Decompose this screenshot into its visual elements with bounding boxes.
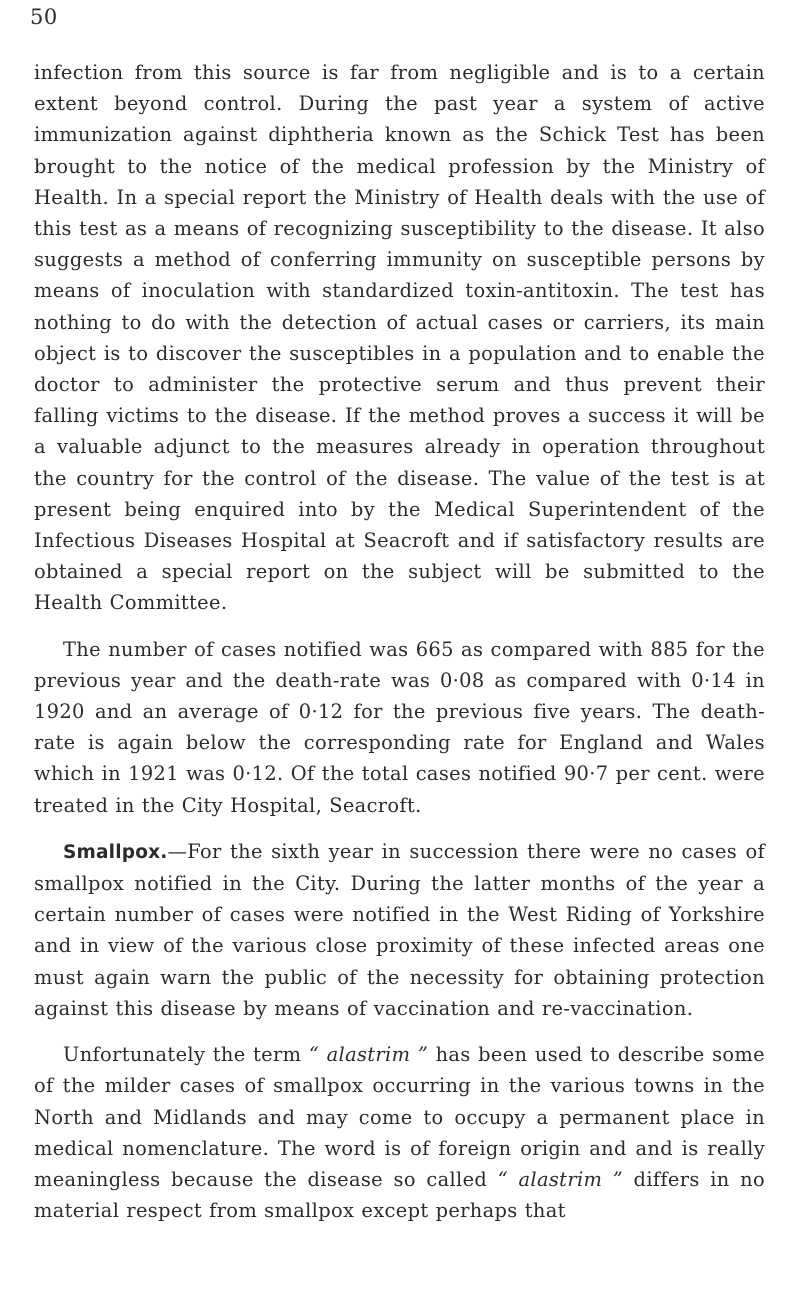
paragraph-smallpox [34,836,765,1024]
paragraph-gap [34,821,765,836]
smallpox-text: —For the sixth year in succession there were no cases of smallpox notified in the City. During the latter months of the year a certain number of cases were notified in the West Riding of Yorkshire and in view of the various close proximity of these infected areas one must again warn the public of the necessity for obtaining protection against this disease by means of vaccination and re-vaccination. [34,839,765,1020]
paragraph-cases-notified: The number of cases notified was 665 as compared with 885 for the previous year and the death-rate was 0·08 as compared with 0·14 in 1920 and an average of 0·12 for the previous five years. The death-rate is again below the corresponding rate for England and Wales which in 1921 was 0·12. Of the total cases notified 90·7 per cent. were treated in the City Hospital, Seacroft. [34,637,765,817]
alastrim-text-part1: Unfortunately the term [63,1043,309,1067]
paragraph-gap [34,619,765,634]
page-number: 50 [30,5,58,29]
alastrim-text-part3: differs in no material respect from smallpox except perhaps that [34,1167,765,1223]
alastrim-text-part2: has been used to describe some of the milder cases of smallpox occurring in the various towns in the North and Midlands and may come to occupy a permanent place in medical nomenclature. The word is of foreign origin and and is really meaningless because the disease so called [34,1043,765,1191]
paragraph-diphtheria-schick-test: infection from this source is far from negligible and is to a certain extent beyond control. During the past year a system of active immunization against diphtheria known as the Schick Test has been brought to the notice of the medical profession by the Ministry of Health. In a special report the Ministry of Health deals with the use of this test as a means of recognizing susceptibility to the disease. It also suggests a method of conferring immunity on susceptible persons by means of inoculation with standardized toxin-antitoxin. The test has nothing to do with the detection of actual cases or carriers, its main object is to discover the susceptibles in a population and to enable the doctor to administer the protective serum and thus prevent their falling victims to the disease. If the method proves a success it will be a valuable adjunct to the measures already in operation throughout the country for the control of the disease. The value of the test is at present being enquired into by the Medical Superintendent of the Infectious Diseases Hospital at Seacroft and if satisfactory results are obtained a special report on the subject will be submitted to the Health Committee. [34,61,765,615]
paragraph-alastrim [34,1039,765,1226]
body-text [34,57,765,1226]
paragraph-gap [34,1024,765,1039]
alastrim-term-1: “ alastrim ” [308,1043,429,1067]
section-heading-smallpox: Smallpox. [63,841,168,863]
alastrim-term-2: “ alastrim ” [497,1167,624,1191]
